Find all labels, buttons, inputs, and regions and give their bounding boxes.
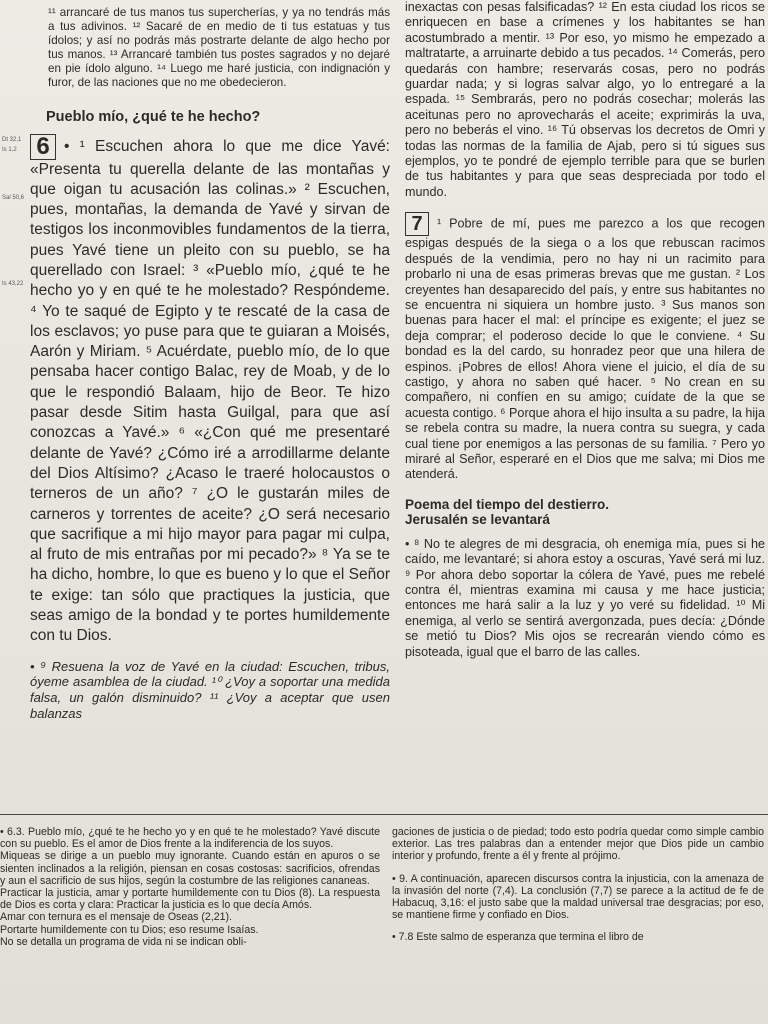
- section-title-pueblo-mio: Pueblo mío, ¿qué te he hecho?: [46, 109, 261, 125]
- chapter-number-6: 6: [30, 134, 56, 160]
- footnote-paragraph: • 7.8 Este salmo de esperanza que termina el libro de: [392, 931, 644, 944]
- footnote-divider: [0, 814, 768, 815]
- chapter-7-block: [405, 212, 765, 483]
- margin-ref: Sal 50,6: [2, 194, 25, 201]
- footnotes-right: [392, 826, 764, 944]
- margin-ref: Is 43,22: [2, 280, 24, 287]
- footnote-paragraph: Practicar la justicia, amar y portarte humildemente con tu Dios (8). La respuesta de Dios es corta y clara: Practicar la justicia es lo que decía Amós.: [0, 887, 380, 912]
- verse-9-paragraph: [30, 659, 390, 722]
- margin-ref: Is 1,2: [2, 146, 17, 153]
- section-title-line1: Poema del tiempo del destierro.: [405, 496, 610, 512]
- chapter-7-text: [405, 212, 765, 483]
- chapter-6-text: [30, 134, 390, 647]
- section-title-destierro: [405, 497, 765, 527]
- poem-text: • ⁸ No te alegres de mi desgracia, oh enemiga mía, pues si he caído, me levantaré; si ahora estoy a oscuras, Yavé será mi luz. ⁹ Por ahora debo soportar la cólera de Yavé, pues me rebelé contra él, mientras examina mi causa y me hace justicia; entonces me hará salir a la luz y yo veré su fidelidad. ¹⁰ Mi enemiga, al verlo se sentirá avergonzada, pues decía: ¿Dónde se metió tu Dios? Mis ojos se recrearán viendo cómo es pisoteada, igual que el barro de las calles.: [405, 536, 765, 659]
- left-column: [2, 0, 390, 722]
- margin-ref: Dt 32,1: [2, 136, 22, 143]
- footnote-paragraph: • 9. A continuación, aparecen discursos contra la injusticia, con la amenaza de la invasión del norte (7,4). La conclusión (7,7) se parece a la actitud de fe de Habacuq, 3,16: el justo sabe que la maldad universal trae desgracias; por eso, se mantiene firme y confiado en Dios.: [392, 872, 764, 922]
- footnote-paragraph: Amar con ternura es el mensaje de Oseas (2,21).: [0, 911, 232, 924]
- chapter-7-verses: ¹ Pobre de mí, pues me parezco a los que recogen espigas después de la siega o a los que rebuscan racimos después de la vendimia, pero no hay ni un racimito para probarlo ni una de esas primeras brevas que me gustan. ² Los creyentes han desaparecido del país, y entre sus habitantes no se encuentra ni siquiera un hombre justo. ³ Sus manos son buenas para hacer el mal: el príncipe es exigente; el juez se deja comprar; el poderoso decide lo que le conviene. ⁴ Su bondad es la del cardo, su honradez peor que una hilera de espinos. ¡Pobres de ellos! Ahora viene el juicio, el día de su castigo, y ahora no saben qué hacer. ⁵ No crean en su compañero, ni confíen en su amigo; cuídate de la que se acuesta contigo. ⁶ Porque ahora el hijo insulta a su padre, la hija se rebela contra su madre, la nuera contra su suegra, y cada cual tiene por enemigos a las personas de su familia. ⁷ Pero yo miraré al Señor, esperaré en el Dios que me salva; mi Dios me atenderá.: [405, 216, 765, 482]
- chapter-number-7: 7: [405, 212, 429, 236]
- footnote-paragraph: No se detalla un programa de vida ni se indican obli-: [0, 935, 247, 948]
- footnote-paragraph: Portarte humildemente con tu Dios; eso resume Isaías.: [0, 923, 259, 936]
- chapter-6-block: [2, 132, 390, 647]
- footnote-paragraph: Miqueas se dirige a un pueblo muy ignorante. Cuando están en apuros o se sienten inclinados a la religión, piensan en cosas costosas: sacrificios, ofrendas y aun el sacrificio de sus hijos, según la costumbre de las religiones cananeas.: [0, 850, 380, 887]
- footnote-paragraph: gaciones de justicia o de piedad; todo esto podría quedar como simple cambio exterior. Las tres palabras dan a entender mejor que Dios pide un cambio interior y profundo, frente a él y frente al prójimo.: [392, 826, 764, 863]
- footnote-paragraph: • 6.3. Pueblo mío, ¿qué te he hecho yo y en qué te he molestado? Yavé discute con su pueblo. Es el amor de Dios frente a la indiferencia de los suyos.: [0, 826, 380, 851]
- right-column: [405, 0, 765, 660]
- intro-paragraph: ¹¹ arrancaré de tus manos tus supercherías, y ya no tendrás más a tus adivinos. ¹² Sacaré de en medio de ti tus estatuas y tus ídolos; y así no podrás más postrarte delante de algo hecho por tus manos. ¹³ Arrancaré también tus postes sagrados y no dejaré en pie ídolo alguno. ¹⁴ Luego me haré justicia, con indignación y furor, de las naciones que no me obedecieron.: [48, 6, 390, 89]
- right-top-text: inexactas con pesas falsificadas? ¹² En esta ciudad los ricos se enriquecen en base a crímenes y los habitantes se han acostumbrado a mentir. ¹³ Por eso, yo mismo he empezado a maltratarte, a arruinarte debido a tus pecados. ¹⁴ Comerás, pero quedarás con hambre; reservarás cosas, pero no podrás guardar nada; y si logras salvar algo, yo lo entregaré a la espada. ¹⁵ Sembrarás, pero no podrás cosechar; molerás las aceitunas pero no aprovecharás el aceite; exprimirás la uva, pero no beberás el vino. ¹⁶ Tú observas los decretos de Omri y todas las normas de la familia de Ajab, pero si tú sigues sus ejemplos, yo te pondré de ejemplo terrible para que se burlen de tus habitantes y para que seas despreciada por todo el mundo.: [405, 0, 765, 199]
- footnotes-left: [0, 826, 380, 948]
- chapter-6-verses: • ¹ Escuchen ahora lo que me dice Yavé: «Presenta tu querella delante de las montañas y que oigan tu acusación las colinas.» ² Escuchen, pues, montañas, la demanda de Yavé y sirvan de testigos los inconmovibles fundamentos de la tierra, pues Yavé tiene un pleito con su pueblo, se ha querellado con Israel: ³ «Pueblo mío, ¿qué te he hecho yo y en qué te he molestado? Respóndeme. ⁴ Yo te saqué de Egipto y te rescaté de la casa de los esclavos; yo puse para que te guiaran a Moisés, Aarón y Miriam. ⁵ Acuérdate, pueblo mío, de lo que pensaba hacer contigo Balac, rey de Moab, y de lo que le respondió Balaam, hijo de Beor. Te hizo pasar desde Sitim hasta Guilgal, para que así conozcas a Yavé.» ⁶ «¿Con qué me presentaré delante de Yavé? ¿Cómo iré a arrodillarme delante del Dios Altísimo? ¿Acaso le traeré holocaustos o terneros de un año? ⁷ ¿O le gustarán miles de carneros y torrentes de aceite? ¿O será necesario que sacrifique a mi hijo mayor para pagar mi culpa, al fruto de mis entrañas por mi pecado?» ⁸ Ya se te ha dicho, hombre, lo que es bueno y lo que el Señor te exige: tan sólo que practiques la justicia, que seas amigo de la bondad y te portes humildemente con tu Dios.: [30, 137, 390, 645]
- section-title-line2: Jerusalén se levantará: [405, 511, 550, 527]
- verse-9-text: • ⁹ Resuena la voz de Yavé en la ciudad: Escuchen, tribus, óyeme asamblea de la ciudad. ¹⁰ ¿Voy a soportar una medida falsa, un galón disminuido? ¹¹ ¿Voy a aceptar que usen balanzas: [30, 658, 390, 722]
